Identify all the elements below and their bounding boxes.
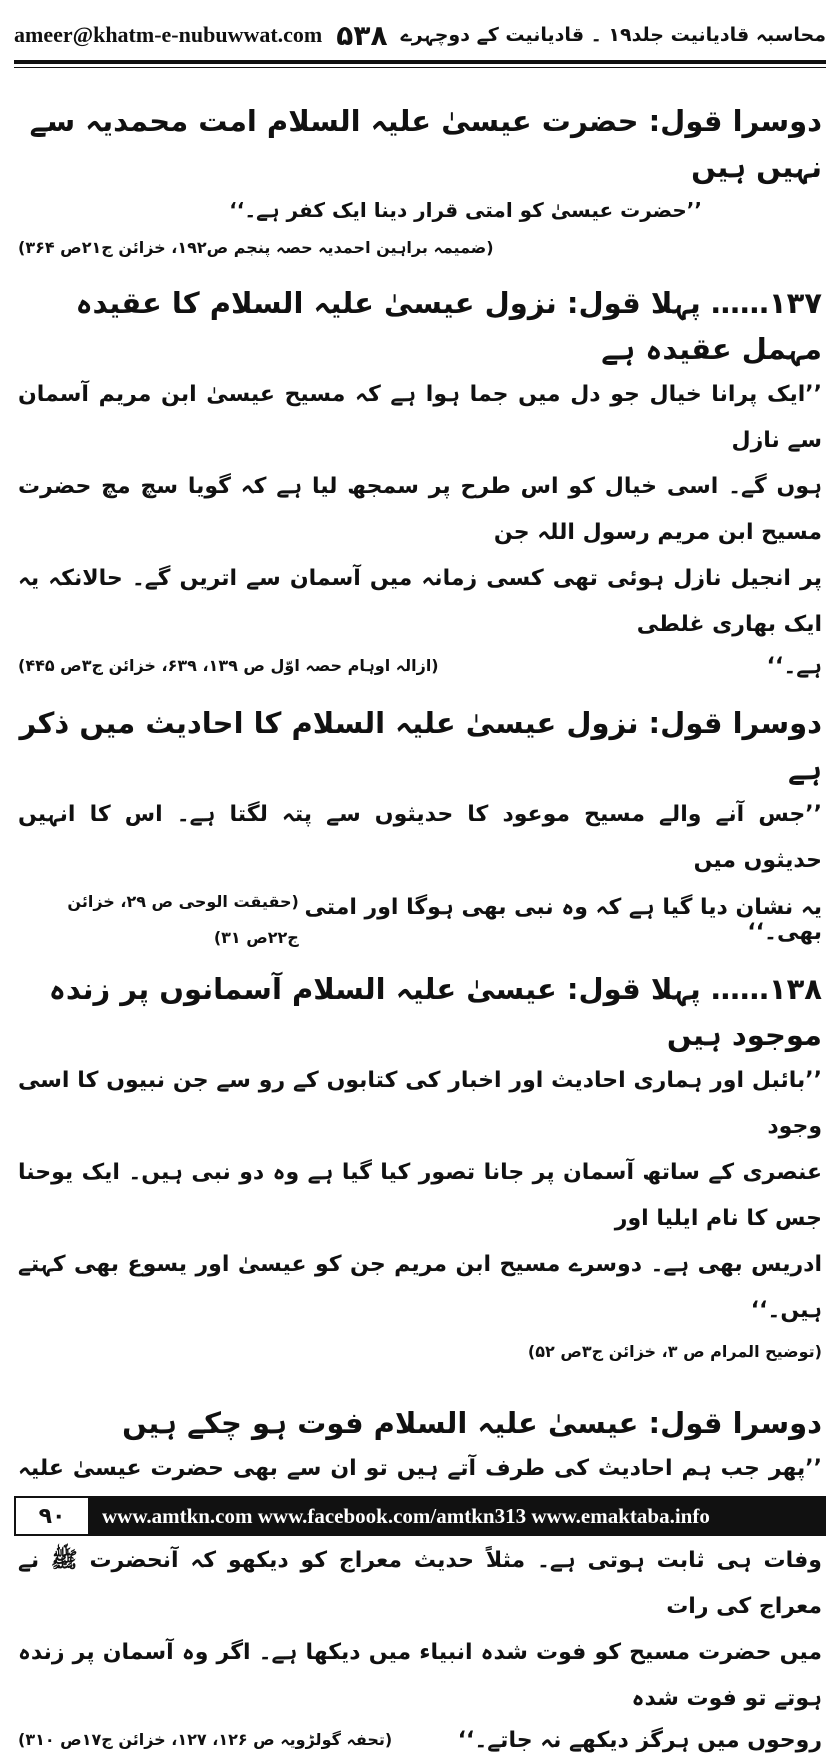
text-line: ’’پھر جب ہم احادیث کی طرف آتے ہیں تو ان سے بھی حضرت عیسیٰ علیہ — [18, 1456, 822, 1481]
section-reference: (تحفہ گولڑویہ ص ۱۲۶، ۱۲۷، خزائن ج۱۷ص ۳۱۰) — [18, 1730, 393, 1749]
text-line: ’’بائبل اور ہماری احادیث اور اخبار کی کتابوں کے رو سے جن نبیوں کا اسی وجود — [18, 1068, 822, 1139]
section-heading: ۱۳۸…… پہلا قول: عیسیٰ علیہ السلام آسمانوں پر زندہ موجود ہیں — [48, 972, 822, 1052]
text-line: ہوں گے۔ اسی خیال کو اس طرح پر سمجھ لیا ہے کہ گویا سچ مچ حضرت مسیح ابن مریم رسول اللہ جن — [18, 474, 822, 545]
text-line-tail: یہ نشان دیا گیا ہے کہ وہ نبی بھی ہوگا اور امتی بھی۔‘‘ — [304, 895, 822, 945]
header-rule-thick — [14, 60, 826, 64]
section-heading: دوسرا قول: عیسیٰ علیہ السلام فوت ہو چکے ہیں — [122, 1406, 822, 1440]
section-reference: (ضمیمہ براہین احمدیہ حصہ پنجم ص۱۹۲، خزائن ج۲۱ص ۳۶۴) — [18, 238, 494, 257]
text-line: میں حضرت مسیح کو فوت شدہ انبیاء میں دیکھا ہے۔ اگر وہ آسمان پر زندہ ہوتے تو فوت شدہ — [18, 1640, 822, 1711]
section-5 — [18, 1400, 822, 1758]
header-book-title: محاسبہ قادیانیت جلد۱۹ ۔ قادیانیت کے دوچہرے — [400, 24, 826, 46]
footer-links: www.amtkn.com www.facebook.com/amtkn313 www.emaktaba.info — [102, 1503, 710, 1528]
text-line: ادریس بھی ہے۔ دوسرے مسیح ابن مریم جن کو عیسیٰ اور یسوع بھی کہتے ہیں۔‘‘ — [18, 1252, 822, 1323]
page-header — [14, 18, 826, 52]
section-reference: (ازالہ اوہام حصہ اوّل ص ۱۳۹، ۶۳۹، خزائن ج۳ص ۴۴۵) — [18, 656, 439, 675]
header-email: ameer@khatm-e-nubuwwat.com — [14, 22, 323, 47]
section-1 — [18, 98, 822, 266]
text-line: ’’جس آنے والے مسیح موعود کا حدیثوں سے پتہ لگتا ہے۔ اس کا انہیں حدیثوں میں — [18, 802, 822, 873]
section-4 — [18, 966, 822, 1370]
text-line: ’’ایک پرانا خیال جو دل میں جما ہوا ہے کہ مسیح عیسیٰ ابن مریم آسمان سے نازل — [18, 382, 822, 453]
text-line-tail: روحوں میں ہرگز دیکھے نہ جاتے۔‘‘ — [457, 1727, 822, 1753]
text-line: وفات ہی ثابت ہوتی ہے۔ مثلاً حدیث معراج کو دیکھو کہ آنحضرت ﷺ نے معراج کی رات — [18, 1548, 822, 1619]
text-line: عنصری کے ساتھ آسمان پر جانا تصور کیا گیا ہے وہ دو نبی ہیں۔ ایک یوحنا جس کا نام ایلیا اور — [18, 1160, 822, 1231]
section-3 — [18, 700, 822, 956]
section-quote: ’’حضرت عیسیٰ کو امتی قرار دینا ایک کفر ہے۔‘‘ — [229, 198, 702, 222]
reference-line — [18, 648, 822, 684]
header-rule-thin — [14, 67, 826, 68]
reference-line — [18, 884, 822, 956]
section-heading: دوسرا قول: نزول عیسیٰ علیہ السلام کا احادیث میں ذکر ہے — [19, 706, 822, 786]
section-heading: ۱۳۷…… پہلا قول: نزول عیسیٰ علیہ السلام کا عقیدہ مہمل عقیدہ ہے — [75, 286, 822, 366]
reference-line — [18, 1722, 822, 1758]
footer-page-badge: ۹۰ — [14, 1496, 90, 1536]
text-line-tail: ہے۔‘‘ — [766, 653, 822, 679]
section-reference: (حقیقت الوحی ص ۲۹، خزائن ج۲۲ص ۳۱) — [67, 892, 299, 947]
page-footer — [14, 1496, 826, 1536]
section-reference: (توضیح المرام ص ۳، خزائن ج۳ص ۵۲) — [527, 1342, 822, 1361]
text-line: پر انجیل نازل ہوئی تھی کسی زمانہ میں آسمان سے اتریں گے۔ حالانکہ یہ ایک بھاری غلطی — [18, 566, 822, 637]
section-2 — [18, 280, 822, 684]
header-page-number: ۵۳۸ — [336, 18, 388, 52]
section-heading: دوسرا قول: حضرت عیسیٰ علیہ السلام امت محمدیہ سے نہیں ہیں — [29, 104, 822, 184]
